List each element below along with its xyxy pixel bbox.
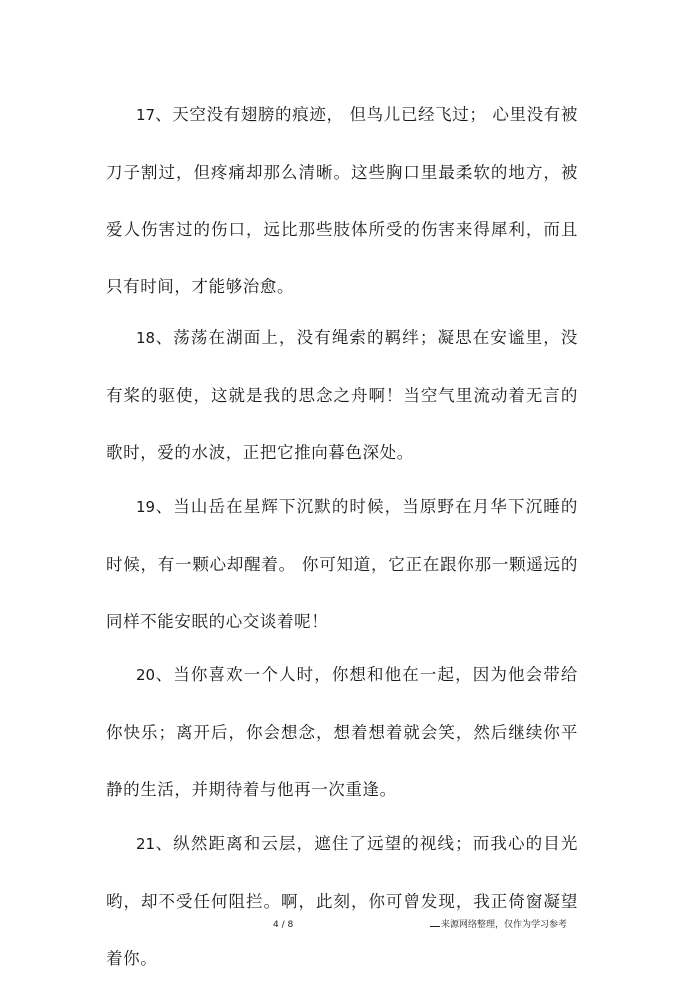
paragraph-19 bbox=[106, 478, 578, 650]
paragraph-number: 18 bbox=[136, 329, 156, 347]
paragraph-separator: 、 bbox=[155, 105, 173, 124]
paragraph-text: 纵然距离和云层，遮住了远望的视线；而我心的目光哟，却不受任何阻拦。啊，此刻，你可曾发现，我正倚窗凝望着你。 bbox=[106, 834, 578, 968]
paragraph-21 bbox=[106, 815, 578, 987]
source-note-text: 来源网络整理，仅作为学习参考 bbox=[441, 920, 568, 930]
paragraph-separator: 、 bbox=[155, 328, 174, 347]
paragraph-20 bbox=[106, 646, 578, 818]
paragraph-number: 20 bbox=[136, 666, 156, 684]
page-number: 4 / 8 bbox=[273, 920, 294, 930]
paragraph-number: 19 bbox=[136, 498, 156, 516]
paragraph-text: 当山岳在星辉下沉默的时候，当原野在月华下沉睡的时候，有一颗心却醒着。 你可知道，它正在跟你那一颗遥远的同样不能安眠的心交谈着呢！ bbox=[106, 497, 578, 631]
paragraph-text: 当你喜欢一个人时，你想和他在一起，因为他会带给你快乐；离开后，你会想念，想着想着就会笑，然后继续你平静的生活，并期待着与他再一次重逢。 bbox=[106, 665, 578, 799]
source-note bbox=[430, 918, 567, 932]
underline-rule bbox=[430, 926, 440, 927]
paragraph-number: 21 bbox=[136, 835, 156, 853]
paragraph-text: 荡荡在湖面上，没有绳索的羁绊；凝思在安谧里，没有桨的驱使，这就是我的思念之舟啊！当空气里流动着无言的歌时，爱的水波，正把它推向暮色深处。 bbox=[106, 328, 578, 462]
paragraph-17 bbox=[106, 86, 578, 315]
paragraph-separator: 、 bbox=[155, 497, 174, 516]
paragraph-text: 天空没有翅膀的痕迹， 但鸟儿已经飞过； 心里没有被刀子割过，但疼痛却那么清晰。这些胸口里最柔软的地方，被爱人伤害过的伤口，远比那些肢体所受的伤害来得犀利，而且只有时间，才能够治愈。 bbox=[106, 105, 578, 296]
paragraph-18 bbox=[106, 309, 578, 481]
paragraph-separator: 、 bbox=[155, 665, 174, 684]
paragraph-separator: 、 bbox=[155, 834, 174, 853]
paragraph-number: 17 bbox=[136, 106, 156, 124]
